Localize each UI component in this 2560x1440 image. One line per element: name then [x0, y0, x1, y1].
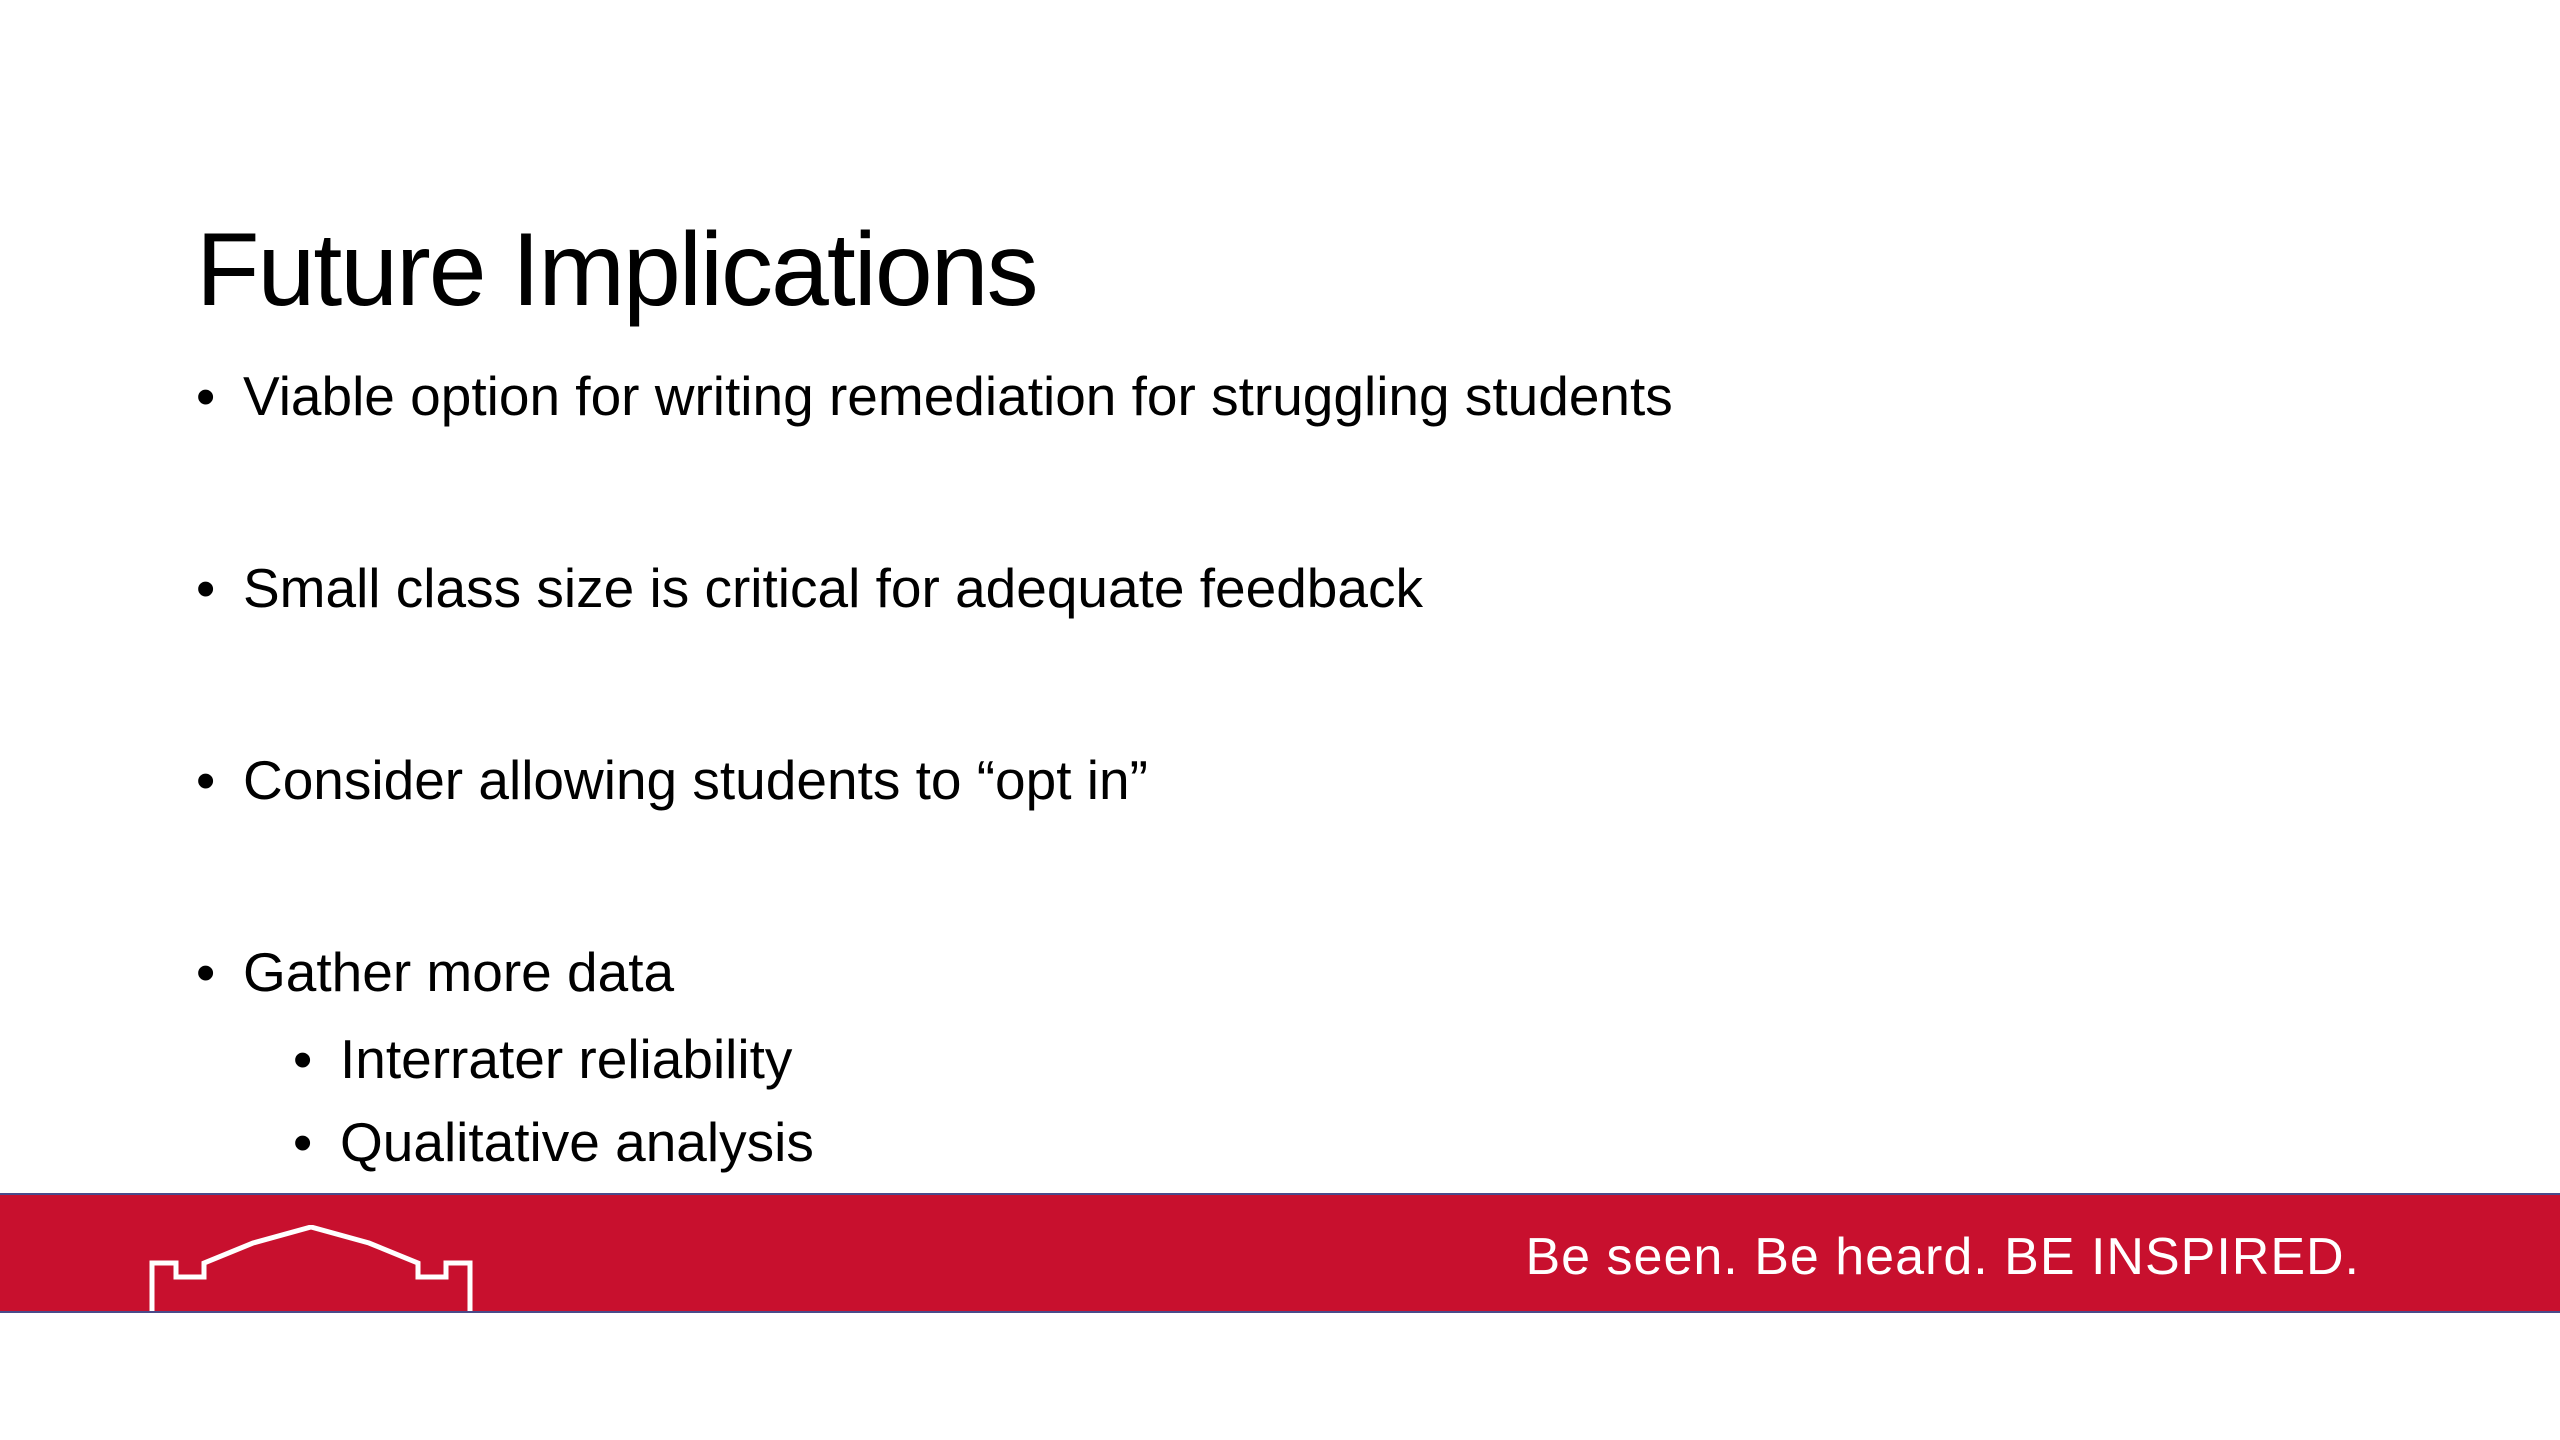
- bullet-item: • Consider allowing students to “opt in”: [196, 744, 1673, 816]
- bullet-label: Gather more data: [243, 941, 675, 1003]
- castle-outline-icon: [148, 1225, 473, 1313]
- bullet-item-with-subitems: [196, 936, 1673, 1184]
- bullet-item: • Viable option for writing remediation for struggling students: [196, 360, 1673, 432]
- bullet-item: • Small class size is critical for adequate feedback: [196, 552, 1673, 624]
- sub-bullet-item: • Qualitative analysis: [293, 1101, 1673, 1184]
- bullet-list: [196, 360, 1673, 1184]
- slide-title: Future Implications: [196, 212, 1037, 328]
- footer-tagline: Be seen. Be heard. BE INSPIRED.: [1525, 1228, 2360, 1286]
- sub-bullet-item: • Interrater reliability: [293, 1018, 1673, 1101]
- footer-band: [0, 1193, 2560, 1313]
- sub-bullet-list: [243, 1018, 1673, 1184]
